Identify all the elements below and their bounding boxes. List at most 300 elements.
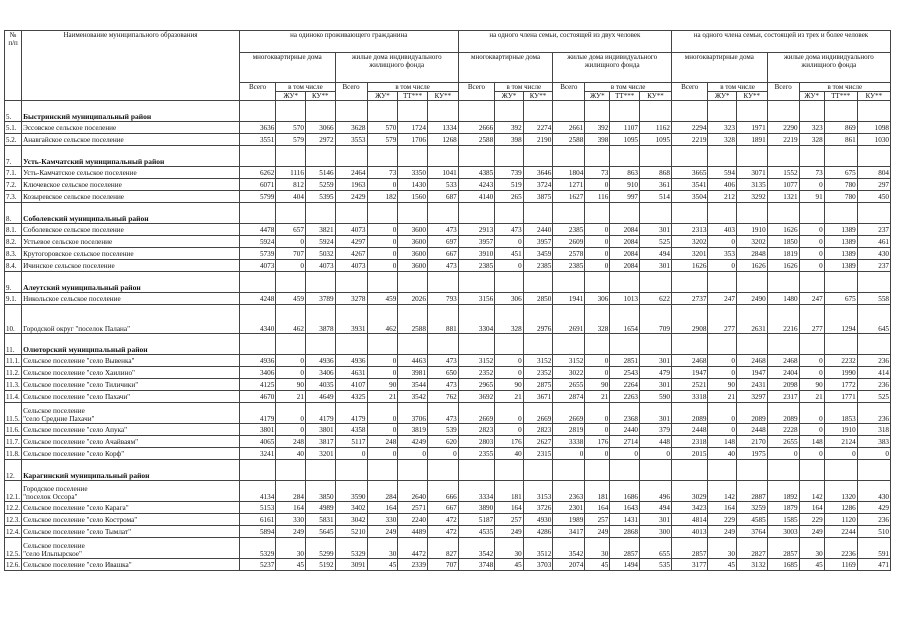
value-cell: 2385 xyxy=(553,260,585,272)
value-cell xyxy=(671,460,707,481)
value-cell xyxy=(427,334,458,355)
value-cell: 0 xyxy=(857,448,890,460)
value-cell xyxy=(824,272,857,293)
value-cell xyxy=(495,272,524,293)
value-cell: 1963 xyxy=(335,179,367,191)
row-index: 11.5. xyxy=(5,403,22,424)
value-cell: 3278 xyxy=(335,293,367,305)
value-cell: 1892 xyxy=(767,481,799,502)
value-cell xyxy=(239,203,275,224)
row-index: 11.8. xyxy=(6,449,20,458)
value-cell xyxy=(367,203,398,224)
value-cell: 176 xyxy=(495,436,524,448)
row-index: 11.6. xyxy=(6,425,20,434)
value-cell: 2588 xyxy=(553,134,585,146)
value-cell: 450 xyxy=(857,191,890,203)
value-cell: 2294 xyxy=(671,122,707,134)
value-cell: 248 xyxy=(276,436,306,448)
value-cell: 1389 xyxy=(824,260,857,272)
value-cell xyxy=(276,146,306,167)
value-cell xyxy=(708,203,737,224)
value-cell: 176 xyxy=(585,436,610,448)
value-cell: 301 xyxy=(640,379,672,391)
row-index: 11.1. xyxy=(6,356,20,365)
value-cell: 863 xyxy=(610,167,640,179)
table-body xyxy=(5,101,891,571)
municipality-name: Соболевское сельское поселение xyxy=(22,224,240,236)
value-cell xyxy=(276,460,306,481)
value-cell: 0 xyxy=(708,403,737,424)
value-cell: 645 xyxy=(857,305,890,334)
value-cell: 3459 xyxy=(523,248,553,260)
value-cell: 0 xyxy=(585,179,610,191)
header-tt: ТТ*** xyxy=(824,92,857,101)
value-cell: 4249 xyxy=(398,436,428,448)
value-cell: 1320 xyxy=(824,481,857,502)
value-cell: 3875 xyxy=(523,191,553,203)
value-cell: 3022 xyxy=(553,367,585,379)
value-cell: 3646 xyxy=(523,167,553,179)
value-cell xyxy=(708,460,737,481)
value-cell: 2669 xyxy=(553,403,585,424)
table-row xyxy=(5,559,891,571)
value-cell: 229 xyxy=(708,514,737,526)
value-cell xyxy=(671,334,707,355)
value-cell: 3003 xyxy=(767,526,799,538)
value-cell xyxy=(640,334,672,355)
value-cell: 0 xyxy=(495,424,524,436)
value-cell: 1389 xyxy=(824,224,857,236)
value-cell: 4073 xyxy=(305,260,335,272)
value-cell: 0 xyxy=(367,248,398,260)
value-cell: 247 xyxy=(708,293,737,305)
value-cell: 3819 xyxy=(398,424,428,436)
value-cell: 301 xyxy=(640,514,672,526)
value-cell: 910 xyxy=(610,179,640,191)
municipality-name xyxy=(22,481,240,502)
table-row xyxy=(5,424,891,436)
value-cell xyxy=(736,203,767,224)
header-incl: в том числе xyxy=(585,83,672,92)
row-index: 8.1. xyxy=(5,224,22,236)
value-cell: 471 xyxy=(857,559,890,571)
municipality-name: Сельское поселение "село Карага" xyxy=(22,502,240,514)
value-cell: 4267 xyxy=(335,248,367,260)
value-cell: 1286 xyxy=(824,502,857,514)
value-cell: 594 xyxy=(708,167,737,179)
value-cell xyxy=(708,146,737,167)
value-cell: 655 xyxy=(640,538,672,559)
value-cell: 3542 xyxy=(553,538,585,559)
value-cell: 666 xyxy=(427,481,458,502)
value-cell: 21 xyxy=(585,391,610,403)
value-cell: 3910 xyxy=(458,248,494,260)
value-cell: 2355 xyxy=(458,448,494,460)
value-cell: 2170 xyxy=(736,436,767,448)
value-cell: 2468 xyxy=(736,355,767,367)
value-cell: 0 xyxy=(585,248,610,260)
value-cell: 30 xyxy=(708,538,737,559)
value-cell: 237 xyxy=(857,260,890,272)
value-cell: 3542 xyxy=(458,538,494,559)
value-cell: 0 xyxy=(799,367,824,379)
row-index: 5.2. xyxy=(5,134,22,146)
value-cell xyxy=(523,101,553,122)
row-index: 7.2. xyxy=(5,179,22,191)
value-cell: 2339 xyxy=(398,559,428,571)
value-cell: 249 xyxy=(799,526,824,538)
value-cell: 667 xyxy=(427,248,458,260)
value-cell: 1077 xyxy=(767,179,799,191)
value-cell xyxy=(671,101,707,122)
value-cell xyxy=(708,334,737,355)
value-cell xyxy=(767,101,799,122)
value-cell xyxy=(824,146,857,167)
value-cell: 579 xyxy=(367,134,398,146)
header-incl: в том числе xyxy=(708,83,767,92)
value-cell xyxy=(671,203,707,224)
value-cell xyxy=(857,460,890,481)
value-cell xyxy=(824,460,857,481)
value-cell: 30 xyxy=(585,538,610,559)
value-cell: 1654 xyxy=(610,305,640,334)
value-cell xyxy=(799,101,824,122)
value-cell: 3177 xyxy=(671,559,707,571)
value-cell: 2627 xyxy=(523,436,553,448)
value-cell: 2264 xyxy=(610,379,640,391)
value-cell: 0 xyxy=(367,355,398,367)
value-cell: 3042 xyxy=(335,514,367,526)
value-cell: 3202 xyxy=(736,236,767,248)
value-cell: 1804 xyxy=(553,167,585,179)
value-cell: 697 xyxy=(427,236,458,248)
value-cell: 675 xyxy=(824,293,857,305)
header-num: № п/п xyxy=(5,31,22,101)
header-total: Всего xyxy=(335,83,367,101)
value-cell: 496 xyxy=(640,481,672,502)
value-cell xyxy=(767,272,799,293)
value-cell: 4472 xyxy=(398,538,428,559)
header-zhu: ЖУ* xyxy=(708,92,737,101)
row-index: 7.1. xyxy=(5,167,22,179)
value-cell: 3590 xyxy=(335,481,367,502)
value-cell: 3417 xyxy=(553,526,585,538)
value-cell xyxy=(367,272,398,293)
value-cell: 45 xyxy=(799,559,824,571)
value-cell: 3821 xyxy=(305,224,335,236)
value-cell xyxy=(585,272,610,293)
value-cell: 2965 xyxy=(458,379,494,391)
municipality-name: Усть-Камчатский муниципальный район xyxy=(22,146,240,167)
value-cell xyxy=(398,334,428,355)
value-cell: 73 xyxy=(585,167,610,179)
municipality-name-line2: "поселок Оссора" xyxy=(23,493,78,501)
value-cell xyxy=(398,101,428,122)
value-cell: 0 xyxy=(276,403,306,424)
value-cell: 1626 xyxy=(767,224,799,236)
value-cell xyxy=(610,101,640,122)
value-cell: 2385 xyxy=(523,260,553,272)
value-cell: 650 xyxy=(427,367,458,379)
value-cell: 3402 xyxy=(335,502,367,514)
value-cell: 3350 xyxy=(398,167,428,179)
value-cell: 2851 xyxy=(610,355,640,367)
value-cell: 3957 xyxy=(523,236,553,248)
value-cell: 3132 xyxy=(736,559,767,571)
value-cell: 2737 xyxy=(671,293,707,305)
header-group-three: на одного члена семьи, состоящей из трех и более человек xyxy=(671,31,890,53)
value-cell xyxy=(767,460,799,481)
value-cell: 479 xyxy=(640,367,672,379)
value-cell: 2823 xyxy=(458,424,494,436)
value-cell: 164 xyxy=(495,502,524,514)
value-cell: 236 xyxy=(857,514,890,526)
value-cell: 1853 xyxy=(824,403,857,424)
value-cell: 0 xyxy=(495,403,524,424)
value-cell: 2440 xyxy=(523,224,553,236)
value-cell: 45 xyxy=(495,559,524,571)
value-cell xyxy=(640,272,672,293)
value-cell: 0 xyxy=(585,448,610,460)
value-cell: 284 xyxy=(276,481,306,502)
header-total: Всего xyxy=(671,83,707,101)
value-cell: 0 xyxy=(585,367,610,379)
value-cell: 4936 xyxy=(305,355,335,367)
value-cell: 1334 xyxy=(427,122,458,134)
municipality-name: Алеутский муниципальный район xyxy=(22,272,240,293)
value-cell: 3544 xyxy=(398,379,428,391)
value-cell: 2429 xyxy=(335,191,367,203)
value-cell xyxy=(799,334,824,355)
value-cell: 2588 xyxy=(398,305,428,334)
value-cell: 472 xyxy=(427,526,458,538)
value-cell: 429 xyxy=(857,502,890,514)
municipality-name-line1: Сельское поселение xyxy=(23,542,85,550)
value-cell: 2315 xyxy=(523,448,553,460)
header-ku: КУ** xyxy=(305,92,335,101)
value-cell: 4585 xyxy=(736,514,767,526)
table-row xyxy=(5,526,891,538)
value-cell: 2887 xyxy=(736,481,767,502)
value-cell: 4140 xyxy=(458,191,494,203)
value-cell: 570 xyxy=(367,122,398,134)
value-cell: 2490 xyxy=(736,293,767,305)
value-cell: 91 xyxy=(799,191,824,203)
header-municipality: Наименование муниципального образования xyxy=(22,31,240,101)
value-cell: 0 xyxy=(367,448,398,460)
header-izhs: жилые дома индивидуального жилищного фонда xyxy=(335,53,458,83)
value-cell: 1494 xyxy=(610,559,640,571)
value-cell: 2669 xyxy=(458,403,494,424)
value-cell: 3338 xyxy=(553,436,585,448)
value-cell: 361 xyxy=(640,179,672,191)
value-cell xyxy=(610,146,640,167)
district-row xyxy=(5,101,891,122)
value-cell: 2588 xyxy=(458,134,494,146)
row-index: 12.3. xyxy=(6,515,20,524)
value-cell: 2089 xyxy=(671,403,707,424)
value-cell: 164 xyxy=(585,502,610,514)
value-cell: 4134 xyxy=(239,481,275,502)
value-cell: 3981 xyxy=(398,367,428,379)
value-cell: 4631 xyxy=(335,367,367,379)
value-cell xyxy=(495,203,524,224)
value-cell: 1552 xyxy=(767,167,799,179)
table-row xyxy=(5,391,891,403)
value-cell: 462 xyxy=(276,305,306,334)
value-cell xyxy=(767,334,799,355)
value-cell: 473 xyxy=(427,379,458,391)
value-cell xyxy=(767,146,799,167)
value-cell: 780 xyxy=(824,191,857,203)
value-cell: 1990 xyxy=(824,367,857,379)
value-cell: 1389 xyxy=(824,236,857,248)
value-cell: 2972 xyxy=(305,134,335,146)
value-cell: 249 xyxy=(708,526,737,538)
value-cell: 2875 xyxy=(523,379,553,391)
row-index: 5. xyxy=(5,101,22,122)
value-cell: 4179 xyxy=(305,403,335,424)
value-cell: 0 xyxy=(276,424,306,436)
header-total: Всего xyxy=(239,83,275,101)
value-cell: 148 xyxy=(799,436,824,448)
value-cell: 2385 xyxy=(458,260,494,272)
value-cell: 383 xyxy=(857,436,890,448)
value-cell: 4179 xyxy=(239,403,275,424)
value-cell: 4489 xyxy=(398,526,428,538)
value-cell xyxy=(523,460,553,481)
value-cell: 3241 xyxy=(239,448,275,460)
value-cell: 4340 xyxy=(239,305,275,334)
value-cell: 1850 xyxy=(767,236,799,248)
value-cell: 249 xyxy=(367,526,398,538)
municipality-name: Городской округ "поселок Палана" xyxy=(22,305,240,334)
value-cell: 3665 xyxy=(671,167,707,179)
value-cell xyxy=(305,460,335,481)
district-row xyxy=(5,146,891,167)
value-cell: 0 xyxy=(585,424,610,436)
value-cell: 277 xyxy=(708,305,737,334)
value-cell: 318 xyxy=(857,424,890,436)
value-cell: 1947 xyxy=(671,367,707,379)
header-tt: ТТ*** xyxy=(610,92,640,101)
value-cell: 2464 xyxy=(335,167,367,179)
value-cell: 2219 xyxy=(671,134,707,146)
value-cell: 3628 xyxy=(335,122,367,134)
value-cell: 2232 xyxy=(824,355,857,367)
value-cell: 2274 xyxy=(523,122,553,134)
value-cell: 5395 xyxy=(305,191,335,203)
value-cell: 0 xyxy=(824,448,857,460)
table-row xyxy=(5,191,891,203)
value-cell: 2819 xyxy=(553,424,585,436)
value-cell: 2431 xyxy=(736,379,767,391)
value-cell xyxy=(305,203,335,224)
value-cell: 5894 xyxy=(239,526,275,538)
header-zhu: ЖУ* xyxy=(367,92,398,101)
value-cell xyxy=(553,101,585,122)
value-cell: 459 xyxy=(276,293,306,305)
value-cell: 5329 xyxy=(239,538,275,559)
value-cell: 3334 xyxy=(458,481,494,502)
value-cell: 148 xyxy=(708,436,737,448)
value-cell xyxy=(640,203,672,224)
value-cell: 90 xyxy=(799,379,824,391)
value-cell xyxy=(495,146,524,167)
value-cell: 462 xyxy=(367,305,398,334)
value-cell xyxy=(398,272,428,293)
value-cell: 0 xyxy=(708,236,737,248)
value-cell: 284 xyxy=(367,481,398,502)
value-cell: 2913 xyxy=(458,224,494,236)
value-cell xyxy=(335,460,367,481)
row-index: 8.2. xyxy=(5,236,22,248)
value-cell: 2631 xyxy=(736,305,767,334)
value-cell: 4073 xyxy=(335,224,367,236)
value-cell: 1947 xyxy=(736,367,767,379)
municipality-name: Усть-Камчатское сельское поселение xyxy=(22,167,240,179)
value-cell: 3423 xyxy=(671,502,707,514)
value-cell: 3406 xyxy=(239,367,275,379)
table-row xyxy=(5,134,891,146)
value-cell: 0 xyxy=(495,355,524,367)
value-cell: 277 xyxy=(799,305,824,334)
value-cell xyxy=(367,146,398,167)
value-cell xyxy=(335,146,367,167)
value-cell xyxy=(585,146,610,167)
value-cell: 3726 xyxy=(523,502,553,514)
value-cell: 4065 xyxy=(239,436,275,448)
value-cell: 2190 xyxy=(523,134,553,146)
value-cell xyxy=(305,334,335,355)
value-cell: 3201 xyxy=(305,448,335,460)
value-cell: 510 xyxy=(857,526,890,538)
value-cell: 301 xyxy=(640,260,672,272)
value-cell: 1169 xyxy=(824,559,857,571)
table-row xyxy=(5,436,891,448)
value-cell xyxy=(640,460,672,481)
value-cell: 164 xyxy=(799,502,824,514)
value-cell: 2448 xyxy=(671,424,707,436)
value-cell: 1271 xyxy=(553,179,585,191)
value-cell: 257 xyxy=(585,514,610,526)
table-row xyxy=(5,305,891,334)
value-cell: 0 xyxy=(367,260,398,272)
value-cell: 2352 xyxy=(458,367,494,379)
value-cell: 5032 xyxy=(305,248,335,260)
value-cell: 1321 xyxy=(767,191,799,203)
value-cell: 4814 xyxy=(671,514,707,526)
header-total: Всего xyxy=(553,83,585,101)
municipality-name xyxy=(22,538,240,559)
header-group-single: на одиноко проживающего гражданина xyxy=(239,31,458,53)
value-cell: 5924 xyxy=(305,236,335,248)
value-cell: 297 xyxy=(857,179,890,191)
value-cell: 306 xyxy=(495,293,524,305)
value-cell: 4478 xyxy=(239,224,275,236)
value-cell: 3201 xyxy=(671,248,707,260)
value-cell: 997 xyxy=(610,191,640,203)
value-cell: 45 xyxy=(585,559,610,571)
value-cell xyxy=(458,272,494,293)
district-row xyxy=(5,203,891,224)
municipality-name-line1: Сельское поселение xyxy=(23,407,85,415)
value-cell: 2827 xyxy=(736,538,767,559)
value-cell: 657 xyxy=(276,224,306,236)
header-incl: в том числе xyxy=(367,83,458,92)
value-cell xyxy=(857,203,890,224)
value-cell: 4930 xyxy=(523,514,553,526)
